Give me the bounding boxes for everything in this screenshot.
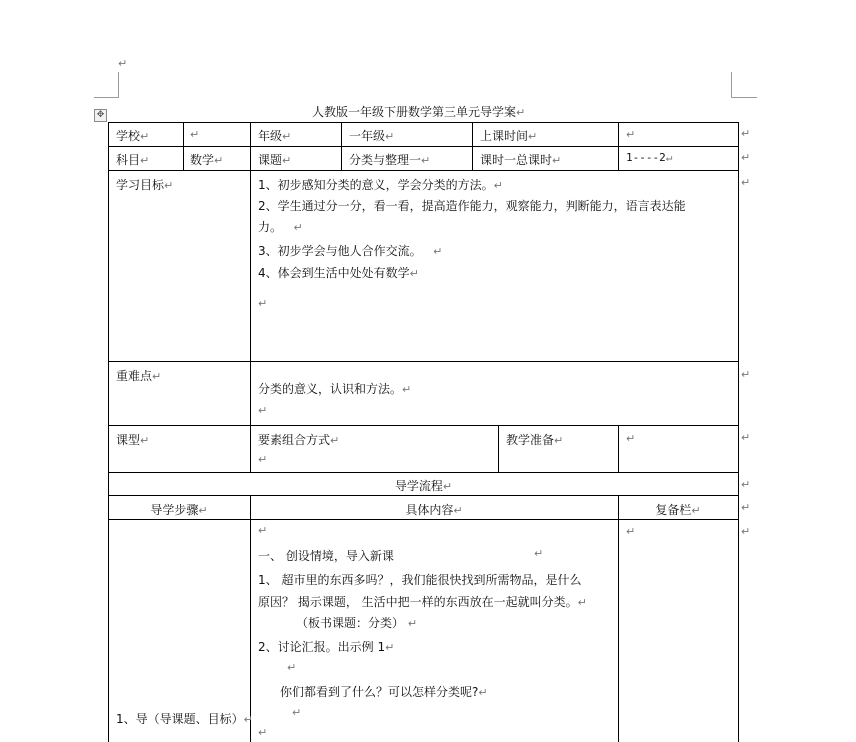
grid-line xyxy=(472,122,473,170)
paragraph-mark: ↵ xyxy=(534,547,544,560)
paragraph-mark: ↵ xyxy=(626,525,636,538)
grid-line xyxy=(341,122,342,170)
paragraph-mark: ↵ xyxy=(258,524,268,537)
topic-label: 课题 xyxy=(258,153,283,167)
grid-line xyxy=(108,425,739,426)
paragraph-mark: ↵ xyxy=(258,453,268,466)
lesson-type-label: 课型 xyxy=(116,433,141,447)
crop-mark-top-left xyxy=(118,72,119,98)
grid-line xyxy=(250,170,251,472)
grid-line xyxy=(108,170,739,171)
crop-mark-top-left-h xyxy=(94,97,119,98)
school-label-cell[interactable]: 学校↵ xyxy=(116,129,150,143)
lesson-type-label-cell[interactable]: 课型↵ xyxy=(116,433,150,447)
flow-title-cell[interactable]: 导学流程↵ xyxy=(394,479,453,493)
grid-line xyxy=(618,122,619,170)
period-label-cell[interactable]: 课时一总课时↵ xyxy=(480,153,562,167)
grid-line xyxy=(250,495,251,742)
grid-line xyxy=(498,425,499,472)
row-end-mark: ↵ xyxy=(741,368,751,381)
grid-line xyxy=(108,146,739,147)
topic-label-cell[interactable]: 课题↵ xyxy=(258,153,292,167)
goal-item: 3、初步学会与他人合作交流。 ↵ xyxy=(258,244,443,258)
grid-line xyxy=(618,495,619,742)
grade-label: 年级 xyxy=(258,129,283,143)
question-line: 1、 超市里的东西多吗？，我们能很快找到所需物品，是什么 xyxy=(258,573,582,587)
goal-item: 4、体会到生活中处处有数学↵ xyxy=(258,266,419,280)
key-points-label: 重难点 xyxy=(116,369,153,383)
paragraph-mark: ↵ xyxy=(258,726,268,739)
subject-value-cell[interactable]: 数学↵ xyxy=(190,153,224,167)
discussion-line: 2、讨论汇报。出示例 1↵ xyxy=(258,640,395,654)
row-end-mark: ↵ xyxy=(741,431,751,444)
class-time-label: 上课时间 xyxy=(480,129,529,143)
step-1-cell[interactable]: 1、导（导课题、目标）↵ xyxy=(116,712,253,726)
grade-label-cell[interactable]: 年级↵ xyxy=(258,129,292,143)
section-heading: 一、 创设情境，导入新课 xyxy=(258,549,394,563)
topic-value: 分类与整理一 xyxy=(349,153,422,167)
school-label: 学校 xyxy=(116,129,141,143)
flow-title: 导学流程 xyxy=(394,479,443,493)
document-title: 人教版一年级下册数学第三单元导学案↵ xyxy=(312,105,526,119)
goal-item: 1、初步感知分类的意义，学会分类的方法。↵ xyxy=(258,178,503,192)
topic-value-cell[interactable]: 分类与整理一↵ xyxy=(349,153,431,167)
crop-mark-top-right-h xyxy=(731,97,757,98)
grade-value: 一年级 xyxy=(349,129,386,143)
question-line: 原因？ 揭示课题， 生活中把一样的东西放在一起就叫分类。↵ xyxy=(258,595,587,609)
row-end-mark: ↵ xyxy=(741,478,751,491)
grid-line xyxy=(108,122,109,742)
grid-line xyxy=(183,122,184,170)
col-content-header[interactable]: 具体内容↵ xyxy=(405,503,463,517)
goals-label-cell[interactable]: 学习目标↵ xyxy=(116,178,174,192)
grid-line xyxy=(250,122,251,170)
question-prompt: 你们都看到了什么？可以怎样分类呢?↵ xyxy=(280,685,488,699)
grid-line xyxy=(108,361,739,362)
paragraph-mark: ↵ xyxy=(287,661,297,674)
subject-value: 数学 xyxy=(190,153,215,167)
board-note: （板书课题：分类） ↵ xyxy=(296,616,418,630)
grid-line xyxy=(108,519,739,520)
class-time-value-cell[interactable]: ↵ xyxy=(626,128,636,141)
class-time-label-cell[interactable]: 上课时间↵ xyxy=(480,129,538,143)
col-steps-header[interactable]: 导学步骤↵ xyxy=(150,503,208,517)
row-end-mark: ↵ xyxy=(741,127,751,140)
grid-line xyxy=(108,122,739,123)
goals-label: 学习目标 xyxy=(116,178,165,192)
paragraph-mark: ↵ xyxy=(258,404,268,417)
row-end-mark: ↵ xyxy=(741,501,751,514)
goal-item: 力。 ↵ xyxy=(258,220,303,234)
crop-mark-top-right xyxy=(731,72,732,98)
prep-label-cell[interactable]: 教学准备↵ xyxy=(506,433,564,447)
table-move-handle-icon[interactable]: ✥ xyxy=(94,109,107,122)
prep-label: 教学准备 xyxy=(506,433,555,447)
row-end-mark: ↵ xyxy=(741,151,751,164)
period-value: 1----2 xyxy=(626,151,666,164)
lesson-type-value: 要素组合方式↵ xyxy=(258,433,340,447)
paragraph-mark: ↵ xyxy=(118,57,128,70)
grid-line xyxy=(108,472,739,473)
col-notes-header[interactable]: 复备栏↵ xyxy=(655,503,701,517)
subject-label-cell[interactable]: 科目↵ xyxy=(116,153,150,167)
school-value-cell[interactable]: ↵ xyxy=(190,128,200,141)
key-points-text: 分类的意义，认识和方法。↵ xyxy=(258,382,412,396)
period-label: 课时一总课时 xyxy=(480,153,553,167)
key-points-label-cell[interactable]: 重难点↵ xyxy=(116,369,162,383)
paragraph-mark: ↵ xyxy=(258,297,268,310)
prep-value-cell[interactable]: ↵ xyxy=(626,432,636,445)
grid-line xyxy=(618,425,619,472)
grid-line xyxy=(738,122,739,742)
period-value-cell[interactable]: 1----2↵ xyxy=(626,151,673,164)
step-1-label: 1、导（导课题、目标） xyxy=(116,712,244,726)
subject-label: 科目 xyxy=(116,153,141,167)
grade-value-cell[interactable]: 一年级↵ xyxy=(349,129,395,143)
paragraph-mark: ↵ xyxy=(292,706,302,719)
row-end-mark: ↵ xyxy=(741,176,751,189)
grid-line xyxy=(108,495,739,496)
row-end-mark: ↵ xyxy=(741,525,751,538)
goal-item: 2、学生通过分一分，看一看，提高造作能力，观察能力，判断能力，语言表达能 xyxy=(258,199,686,213)
